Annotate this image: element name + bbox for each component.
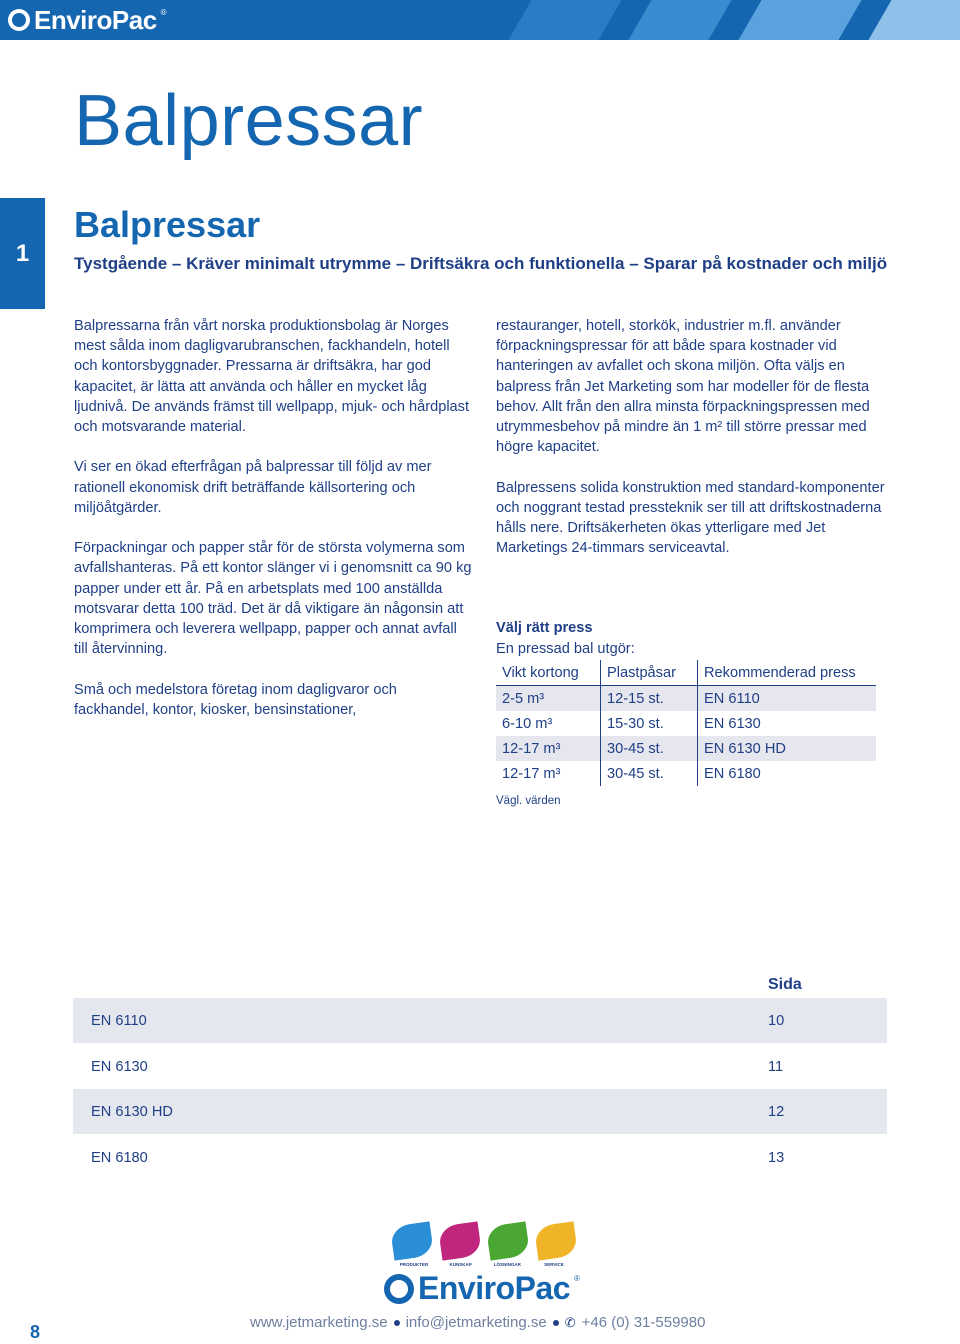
press-table xyxy=(496,660,876,786)
column-header: Rekommenderad press xyxy=(698,660,877,686)
table-cell: EN 6130 xyxy=(704,715,761,732)
footer-contact xyxy=(250,1312,705,1334)
header-stripe xyxy=(738,0,861,40)
footer-logo xyxy=(384,1270,580,1307)
header-stripe xyxy=(868,0,960,40)
paragraph: Förpackningar och papper står för de största volymerna som avfallshanteras. På ett kontor slänger vi i genomsnitt ca 90 kg papper under ett år. På en arbetsplats med 100 anställda motsvarar detta 100 träd. Det är då viktigare än någonsin att komprimera och leverera wellpapp, papper och annat avfall till återvinning. xyxy=(74,540,472,658)
website-link[interactable]: www.jetmarketing.se xyxy=(250,1314,388,1331)
body-right-column xyxy=(496,316,896,579)
registered-mark: ® xyxy=(574,1274,580,1283)
bullet-icon xyxy=(394,1320,400,1326)
paragraph: Vi ser en ökad efterfrågan på balpressar till följd av mer rationell ekonomisk drift beträffande källsortering och miljöåtgärder. xyxy=(74,459,432,516)
column-header: Plastpåsar xyxy=(601,660,698,686)
index-page: 10 xyxy=(768,1012,785,1029)
leaf-label: PRODUKTER xyxy=(399,1262,429,1267)
table-cell: 30-45 st. xyxy=(601,761,698,786)
index-name: EN 6130 HD xyxy=(91,1103,173,1120)
index-page-header: Sida xyxy=(768,976,802,993)
table-cell: 12-17 m³ xyxy=(496,761,601,786)
table-cell: 2-5 m³ xyxy=(496,686,601,712)
press-table-subheading: En pressad bal utgör: xyxy=(496,641,635,657)
index-row[interactable] xyxy=(73,998,887,1043)
email-link[interactable]: info@jetmarketing.se xyxy=(405,1314,547,1331)
page-title: Balpressar xyxy=(74,81,424,161)
press-table-heading: Välj rätt press xyxy=(496,620,593,636)
paragraph: Balpressens solida konstruktion med standard-komponenter och noggrant testad pressteknik ser till att driftskostnaderna hålls nere. Driftsäkerheten ökas ytterligare med Jet Marketings 24-timmars serviceavtal. xyxy=(496,479,885,557)
table-cell: 15-30 st. xyxy=(601,711,698,736)
table-cell: EN 6180 xyxy=(704,765,761,782)
leaf-icon xyxy=(534,1221,578,1260)
chapter-tagline: Tystgående – Kräver minimalt utrymme – Driftsäkra och funktionella – Sparar på kostnader och miljö xyxy=(74,254,888,273)
table-cell: 30-45 st. xyxy=(601,736,698,761)
index-row[interactable] xyxy=(73,1135,887,1180)
column-header: Vikt kortong xyxy=(496,660,601,686)
chapter-number: 1 xyxy=(0,198,45,309)
leaf-labels xyxy=(392,1262,576,1267)
index-page: 11 xyxy=(768,1058,784,1075)
index-row[interactable] xyxy=(73,1089,887,1134)
logo-text: EnviroPac xyxy=(34,5,157,35)
index-name: EN 6110 xyxy=(91,1012,147,1029)
table-header-row xyxy=(496,660,876,686)
page-number: 8 xyxy=(30,1322,41,1342)
table-cell: 12-17 m³ xyxy=(496,736,601,761)
leaf-label: LÖSNINGAR xyxy=(493,1262,521,1267)
phone-number[interactable]: +46 (0) 31-559980 xyxy=(581,1314,706,1331)
header-stripe xyxy=(628,0,731,40)
table-cell: 12-15 st. xyxy=(601,686,698,712)
table-cell: EN 6110 xyxy=(698,686,877,712)
index-name: EN 6130 xyxy=(91,1058,148,1075)
table-row xyxy=(496,711,876,736)
logo-text: EnviroPac xyxy=(418,1270,571,1306)
registered-mark: ® xyxy=(160,8,167,17)
header-logo[interactable] xyxy=(8,4,167,36)
leaf-label: SERVICE xyxy=(544,1262,564,1267)
body-left-column xyxy=(74,316,474,740)
index-page: 12 xyxy=(768,1103,785,1120)
table-note: Vägl. värden xyxy=(496,795,561,807)
bullet-icon xyxy=(553,1320,559,1326)
leaf-icon xyxy=(390,1221,434,1260)
paragraph: restauranger, hotell, storkök, industrier m.fl. använder förpackningspressar för att både spara kostnader vid hanteringen av avfallet och skona miljön. Ofta väljs en balpress från Jet Marketing som har modeller för de flesta behov. Allt från den allra minsta förpackningspressen med utrymmesbehov på mindre än 1 m² till större pressar med högre kapacitet. xyxy=(496,318,870,456)
globe-icon xyxy=(8,9,30,31)
header-stripe xyxy=(508,0,621,40)
table-row xyxy=(496,761,876,786)
paragraph: Små och medelstora företag inom dagligvaror och fackhandel, kontor, kiosker, bensinstationer, xyxy=(74,681,397,718)
globe-icon xyxy=(384,1274,414,1304)
table-row xyxy=(496,736,876,761)
table-cell: EN 6130 HD xyxy=(698,736,877,761)
leaf-label: KUNSKAP xyxy=(449,1262,472,1267)
table-cell: 6-10 m³ xyxy=(496,711,601,736)
index-row[interactable] xyxy=(73,1044,887,1089)
phone-icon: ✆ xyxy=(564,1315,576,1330)
leaf-icons xyxy=(392,1224,576,1266)
index-page: 13 xyxy=(768,1149,785,1166)
paragraph: Balpressarna från vårt norska produktionsbolag är Norges mest sålda inom dagligvarubranschen, fackhandeln, hotell och kontorsbyggnader. Pressarna är driftsäkra, har god kapacitet, är lätta att använda och håller en mycket låg ljudnivå. De används främst till wellpapp, mjuk- och hårdplast och motsvarande material. xyxy=(74,318,470,436)
index-name: EN 6180 xyxy=(91,1149,148,1166)
chapter-title: Balpressar xyxy=(74,204,261,245)
leaf-icon xyxy=(486,1221,530,1260)
table-row xyxy=(496,686,876,712)
leaf-icon xyxy=(438,1221,482,1260)
